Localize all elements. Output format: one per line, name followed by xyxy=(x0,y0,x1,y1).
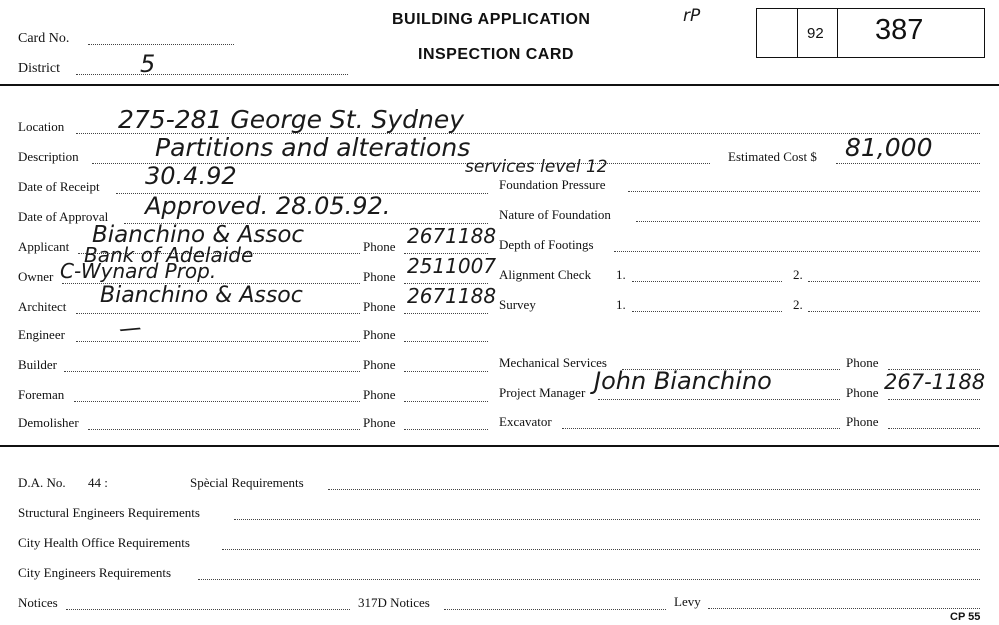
estimated-cost-label: Estimated Cost $ xyxy=(728,149,817,164)
owner-label: Owner xyxy=(18,269,54,284)
excavator-phone-field xyxy=(888,428,980,429)
builder-phone-field xyxy=(404,371,488,372)
builder-field xyxy=(64,371,360,372)
district-label: District xyxy=(18,61,60,76)
foundation-pressure-label: Foundation Pressure xyxy=(499,177,606,192)
foundation-pressure-field xyxy=(628,191,980,192)
foreman-label: Foreman xyxy=(18,387,65,402)
description-label: Description xyxy=(18,149,79,164)
survey-2-label: 2. xyxy=(793,297,803,312)
owner-phone-label: Phone xyxy=(363,269,396,284)
special-requirements-label: Spècial Requirements xyxy=(190,475,304,490)
foreman-phone-label: Phone xyxy=(363,387,396,402)
notices-317d-label: 317D Notices xyxy=(358,595,430,610)
excavator-label: Excavator xyxy=(499,414,552,429)
description-value-2: services level 12 xyxy=(465,157,608,177)
date-approval-value: Approved. 28.05.92. xyxy=(145,192,391,220)
da-no-value: 44 : xyxy=(88,475,108,490)
builder-phone-label: Phone xyxy=(363,357,396,372)
depth-footings-field xyxy=(614,251,980,252)
survey-1-field xyxy=(632,311,782,312)
card-no-label: Card No. xyxy=(18,31,70,46)
notices-label: Notices xyxy=(18,595,58,610)
nature-foundation-field xyxy=(636,221,980,222)
builder-label: Builder xyxy=(18,357,57,372)
health-requirements-field xyxy=(222,549,980,550)
estimated-cost-value: 81,000 xyxy=(845,133,933,162)
alignment-check-label: Alignment Check xyxy=(499,267,592,282)
box-cell-blank xyxy=(757,9,798,57)
survey-1-label: 1. xyxy=(616,297,626,312)
box-year: 92 xyxy=(807,25,824,42)
special-requirements-field xyxy=(328,489,980,490)
structural-requirements-field xyxy=(234,519,980,520)
notices-317d-field xyxy=(444,609,666,610)
demolisher-phone-field xyxy=(404,429,488,430)
demolisher-phone-label: Phone xyxy=(363,415,396,430)
title-line2: INSPECTION CARD xyxy=(418,46,574,63)
survey-2-field xyxy=(808,311,980,312)
engineer-phone-label: Phone xyxy=(363,327,396,342)
estimated-cost-field xyxy=(836,163,980,164)
form-code: CP 55 xyxy=(950,611,981,623)
date-receipt-label: Date of Receipt xyxy=(18,179,100,194)
applicant-phone-label: Phone xyxy=(363,239,396,254)
alignment-1-field xyxy=(632,281,782,282)
date-approval-label: Date of Approval xyxy=(18,209,109,224)
notices-field xyxy=(66,609,350,610)
details-divider xyxy=(0,445,999,447)
location-value: 275-281 George St. Sydney xyxy=(118,105,465,134)
project-manager-field xyxy=(598,399,840,400)
project-manager-value: John Bianchino xyxy=(594,367,772,395)
card-no-field xyxy=(88,44,234,45)
owner-value-2: C-Wynard Prop. xyxy=(60,259,217,283)
initials-mark: rP xyxy=(683,6,701,26)
title-line1: BUILDING APPLICATION xyxy=(392,11,591,28)
engineers-requirements-label: City Engineers Requirements xyxy=(18,565,172,580)
survey-label: Survey xyxy=(499,297,536,312)
engineer-label: Engineer xyxy=(18,327,65,342)
pm-phone-field xyxy=(888,399,980,400)
owner-value-1: Bank of Adelaide xyxy=(84,243,254,267)
project-manager-label: Project Manager xyxy=(499,385,586,400)
alignment-1-label: 1. xyxy=(616,267,626,282)
district-field xyxy=(76,74,348,75)
alignment-2-label: 2. xyxy=(793,267,803,282)
demolisher-label: Demolisher xyxy=(18,415,79,430)
architect-field xyxy=(76,313,360,314)
foreman-field xyxy=(74,401,360,402)
pm-phone-label: Phone xyxy=(846,385,879,400)
description-value: Partitions and alterations xyxy=(155,133,471,162)
excavator-phone-label: Phone xyxy=(846,414,879,429)
excavator-field xyxy=(562,428,840,429)
nature-foundation-label: Nature of Foundation xyxy=(499,207,611,222)
engineer-value: / xyxy=(117,319,143,340)
architect-value: Bianchino & Assoc xyxy=(100,283,303,308)
box-number: 387 xyxy=(875,14,924,46)
mechanical-label: Mechanical Services xyxy=(499,355,607,370)
demolisher-field xyxy=(88,429,360,430)
architect-phone-field xyxy=(404,313,488,314)
mechanical-phone-label: Phone xyxy=(846,355,879,370)
location-label: Location xyxy=(18,119,65,134)
structural-requirements-label: Structural Engineers Requirements xyxy=(18,505,200,520)
depth-footings-label: Depth of Footings xyxy=(499,237,594,252)
applicant-value: Bianchino & Assoc xyxy=(92,222,305,248)
alignment-2-field xyxy=(808,281,980,282)
date-receipt-value: 30.4.92 xyxy=(145,162,237,190)
architect-phone-label: Phone xyxy=(363,299,396,314)
district-value: 5 xyxy=(140,50,156,78)
pm-phone-value: 267-1188 xyxy=(884,370,986,394)
da-no-label: D.A. No. xyxy=(18,475,66,490)
levy-field xyxy=(708,608,980,609)
levy-label: Levy xyxy=(674,594,701,609)
header-divider xyxy=(0,84,999,86)
engineers-requirements-field xyxy=(198,579,980,580)
health-requirements-label: City Health Office Requirements xyxy=(18,535,190,550)
owner-phone-value: 2511007 xyxy=(407,254,497,278)
foreman-phone-field xyxy=(404,401,488,402)
engineer-field xyxy=(76,341,360,342)
card-number-box xyxy=(756,8,985,58)
applicant-label: Applicant xyxy=(18,239,70,254)
engineer-phone-field xyxy=(404,341,488,342)
applicant-phone-value: 2671188 xyxy=(407,224,497,248)
architect-phone-value: 2671188 xyxy=(407,284,497,308)
architect-label: Architect xyxy=(18,299,67,314)
